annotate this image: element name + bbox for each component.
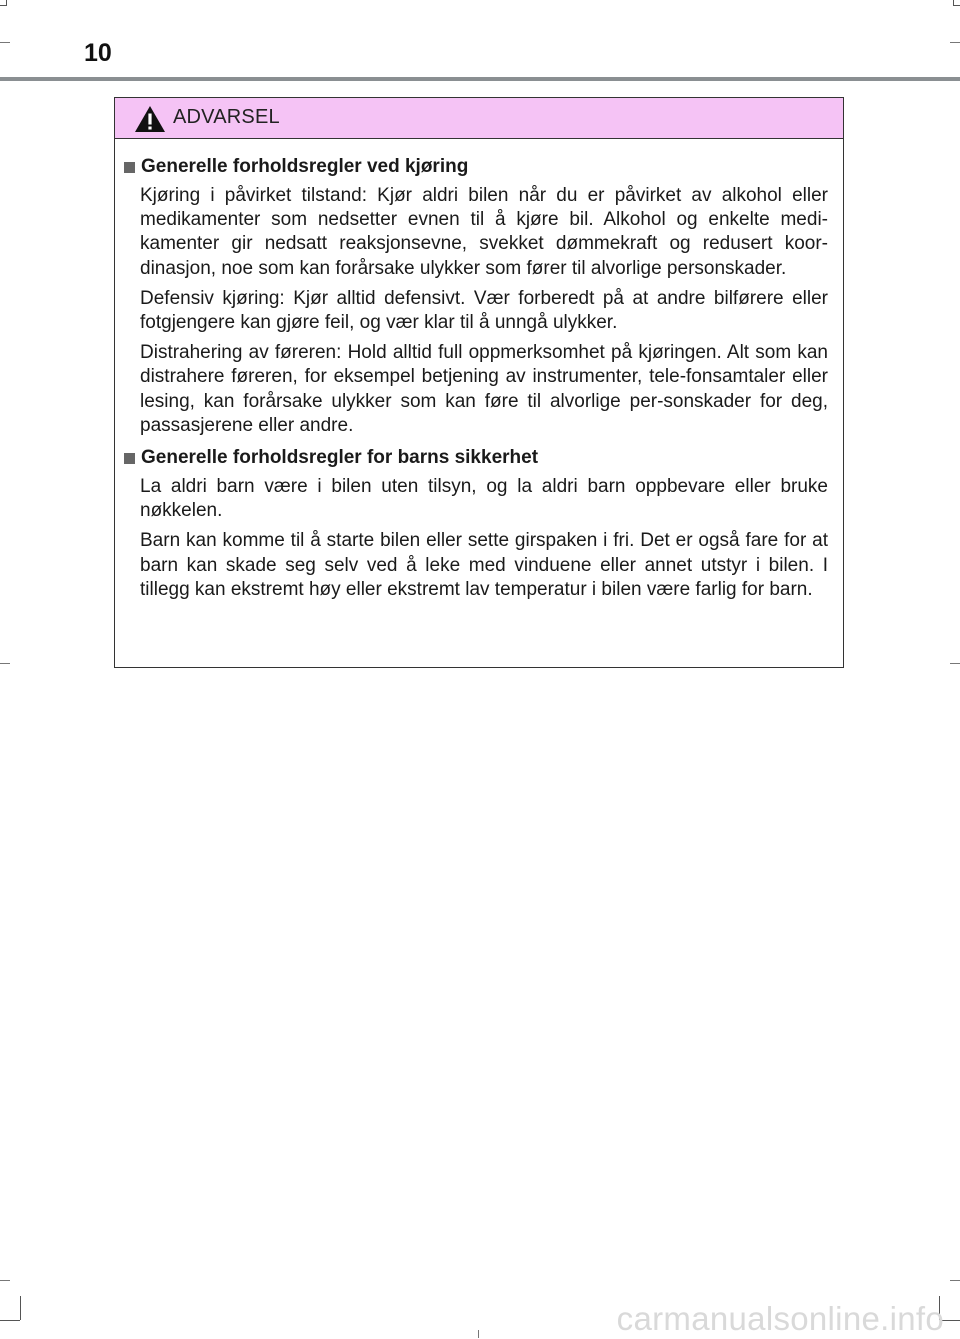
warning-triangle-icon — [134, 105, 166, 133]
registration-tick — [0, 42, 10, 43]
paragraph: Kjøring i påvirket tilstand: Kjør aldri bilen når du er påvirket av alkohol eller medikamenter som nedsetter evnen til å kjøre bil. Alkohol og enkelte medi-kamenter gir nedsatt reaksjonsevne, svekket dømmekraft og redusert koor-dinasjon, noe som kan forårsake ulykker som fører til alvorlige personskader. — [140, 185, 828, 279]
registration-tick — [950, 663, 960, 664]
warning-box — [114, 97, 844, 668]
paragraph: Distrahering av føreren: Hold alltid full oppmerksomhet på kjøringen. Alt som kan distrahere føreren, for eksempel betjening av instrumenter, tele-fonsamtaler eller lesing, kan forårsake ulykker som kan føre til alvorlige per-sonskader for deg, passasjerene eller andre. — [140, 342, 828, 436]
section-heading-text: Generelle forholdsregler for barns sikkerhet — [141, 447, 539, 469]
registration-tick — [0, 1280, 10, 1281]
registration-tick — [0, 663, 10, 664]
square-bullet-icon — [124, 453, 135, 464]
registration-tick — [950, 1280, 960, 1281]
square-bullet-icon — [124, 162, 135, 173]
registration-tick — [478, 1330, 479, 1338]
crop-mark — [953, 0, 954, 6]
crop-mark — [954, 5, 960, 6]
header-rule — [0, 77, 960, 81]
warning-title: ADVARSEL — [173, 106, 280, 128]
crop-mark — [20, 1296, 21, 1320]
registration-tick — [950, 42, 960, 43]
section-heading-text: Generelle forholdsregler ved kjøring — [141, 156, 469, 177]
page-number: 10 — [84, 39, 112, 67]
watermark-url[interactable]: carmanualsonline.info — [616, 1300, 944, 1337]
section-heading — [124, 155, 828, 179]
paragraph: Barn kan komme til å starte bilen eller sette girspaken i fri. Det er også fare for at barn kan skade seg selv ved å leke med vinduene eller annet utstyr i bilen. I tillegg kan ekstremt høy eller ekstremt lav temperatur i bilen være farlig for barn. — [140, 530, 828, 600]
crop-mark — [0, 1320, 20, 1321]
section-heading — [124, 446, 828, 470]
crop-mark — [6, 0, 7, 6]
paragraph: La aldri barn være i bilen uten tilsyn, og la aldri barn oppbevare eller bruke nøkkelen. — [140, 476, 828, 522]
warning-header — [115, 98, 843, 139]
paragraph: Defensiv kjøring: Kjør alltid defensivt. Vær forberedt på at andre bilførere eller fotgjengere kan gjøre feil, og vær klar til å unngå ulykker. — [140, 287, 828, 334]
warning-body — [115, 139, 843, 602]
